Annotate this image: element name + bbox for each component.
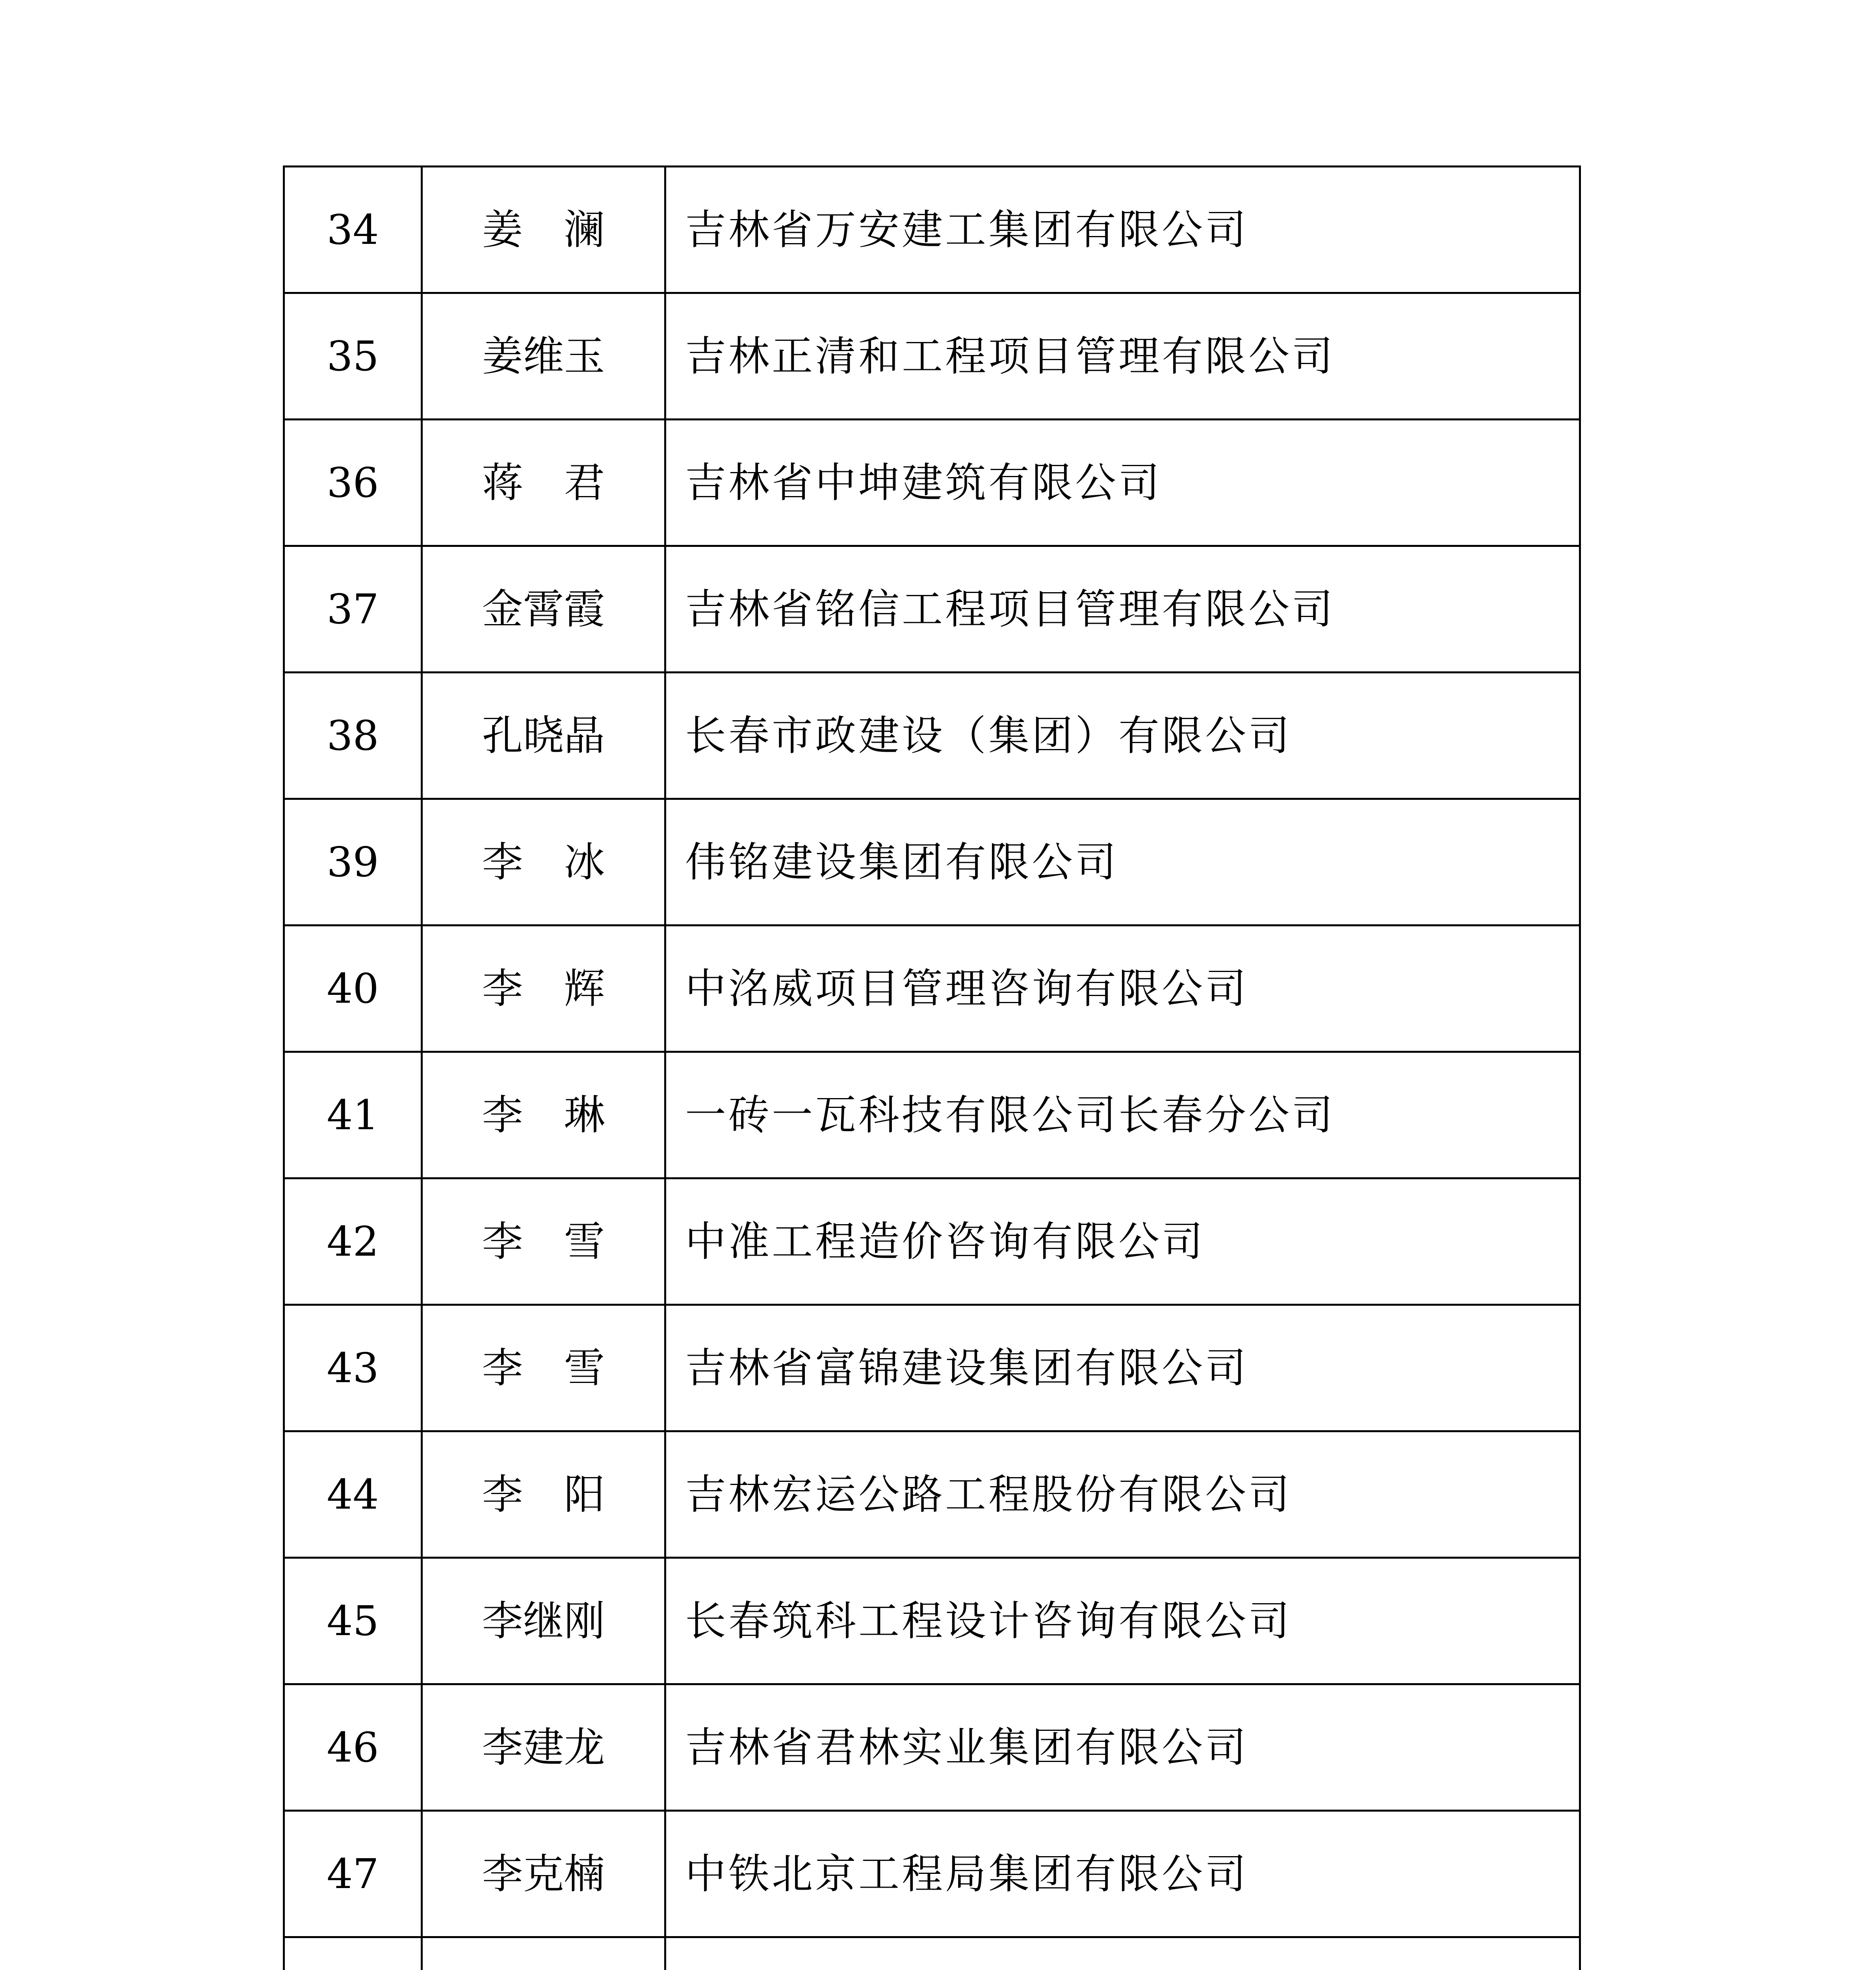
table-row — [284, 799, 1580, 926]
person-name — [422, 420, 665, 546]
company-name: 中铁北京工程局集团有限公司 — [665, 1811, 1580, 1937]
row-number: 39 — [284, 799, 422, 926]
table-row — [284, 293, 1580, 420]
row-number: 34 — [284, 167, 422, 293]
person-name-text: 李 琳 — [482, 1091, 605, 1139]
person-name-text: 李 阳 — [482, 1470, 605, 1518]
row-number: 43 — [284, 1305, 422, 1431]
table-row — [284, 546, 1580, 673]
row-number: 36 — [284, 420, 422, 546]
person-name — [422, 673, 665, 799]
company-name: 吉林省万安建工集团有限公司 — [665, 167, 1580, 293]
person-name — [422, 926, 665, 1052]
table-row — [284, 1178, 1580, 1305]
row-number: 35 — [284, 293, 422, 420]
table-row — [284, 420, 1580, 546]
row-number — [284, 1937, 422, 1970]
row-number: 44 — [284, 1431, 422, 1558]
person-name-text: 姜 澜 — [482, 206, 605, 254]
person-name — [422, 1305, 665, 1431]
person-name — [422, 167, 665, 293]
company-name: 吉林宏运公路工程股份有限公司 — [665, 1431, 1580, 1558]
person-name-text: 姜维玉 — [482, 332, 605, 380]
table-row — [284, 1431, 1580, 1558]
person-name-text: 李 辉 — [482, 965, 605, 1013]
person-name-text: 李继刚 — [482, 1597, 605, 1645]
row-number: 38 — [284, 673, 422, 799]
roster-table-body — [284, 167, 1580, 1970]
company-name: 一砖一瓦科技有限公司长春分公司 — [665, 1052, 1580, 1178]
table-row — [284, 673, 1580, 799]
person-name — [422, 1052, 665, 1178]
person-name — [422, 799, 665, 926]
row-number: 47 — [284, 1811, 422, 1937]
row-number: 40 — [284, 926, 422, 1052]
row-number: 42 — [284, 1178, 422, 1305]
person-name — [422, 1558, 665, 1684]
row-number: 45 — [284, 1558, 422, 1684]
person-name-text: 李 雪 — [482, 1344, 605, 1392]
person-name — [422, 546, 665, 673]
person-name-text: 李克楠 — [482, 1850, 605, 1898]
company-name: 中洺威项目管理咨询有限公司 — [665, 926, 1580, 1052]
table-row — [284, 1052, 1580, 1178]
person-name — [422, 1811, 665, 1937]
table-row — [284, 1811, 1580, 1937]
person-name-text: 金霄霞 — [482, 585, 605, 633]
table-row — [284, 1937, 1580, 1970]
company-name: 长春筑科工程设计咨询有限公司 — [665, 1558, 1580, 1684]
person-name-text: 蒋 君 — [482, 459, 605, 507]
roster-table — [283, 165, 1581, 1970]
company-name: 长春市政建设（集团）有限公司 — [665, 673, 1580, 799]
company-name: 吉林省中坤建筑有限公司 — [665, 420, 1580, 546]
table-row — [284, 1558, 1580, 1684]
person-name — [422, 293, 665, 420]
person-name — [422, 1178, 665, 1305]
person-name — [422, 1684, 665, 1811]
row-number: 41 — [284, 1052, 422, 1178]
row-number: 46 — [284, 1684, 422, 1811]
person-name-text: 李建龙 — [482, 1723, 605, 1771]
company-name: 吉林省君林实业集团有限公司 — [665, 1684, 1580, 1811]
person-name — [422, 1937, 665, 1970]
company-name: 吉林省铭信工程项目管理有限公司 — [665, 546, 1580, 673]
person-name-text: 李 雪 — [482, 1217, 605, 1266]
table-row — [284, 1684, 1580, 1811]
person-name-text: 孔晓晶 — [482, 712, 605, 760]
table-row — [284, 167, 1580, 293]
company-name: 吉林省富锦建设集团有限公司 — [665, 1305, 1580, 1431]
company-name: 中准工程造价咨询有限公司 — [665, 1178, 1580, 1305]
person-name — [422, 1431, 665, 1558]
table-row — [284, 1305, 1580, 1431]
company-name — [665, 1937, 1580, 1970]
row-number: 37 — [284, 546, 422, 673]
table-row — [284, 926, 1580, 1052]
company-name: 伟铭建设集团有限公司 — [665, 799, 1580, 926]
company-name: 吉林正清和工程项目管理有限公司 — [665, 293, 1580, 420]
person-name-text: 李 冰 — [482, 838, 605, 886]
